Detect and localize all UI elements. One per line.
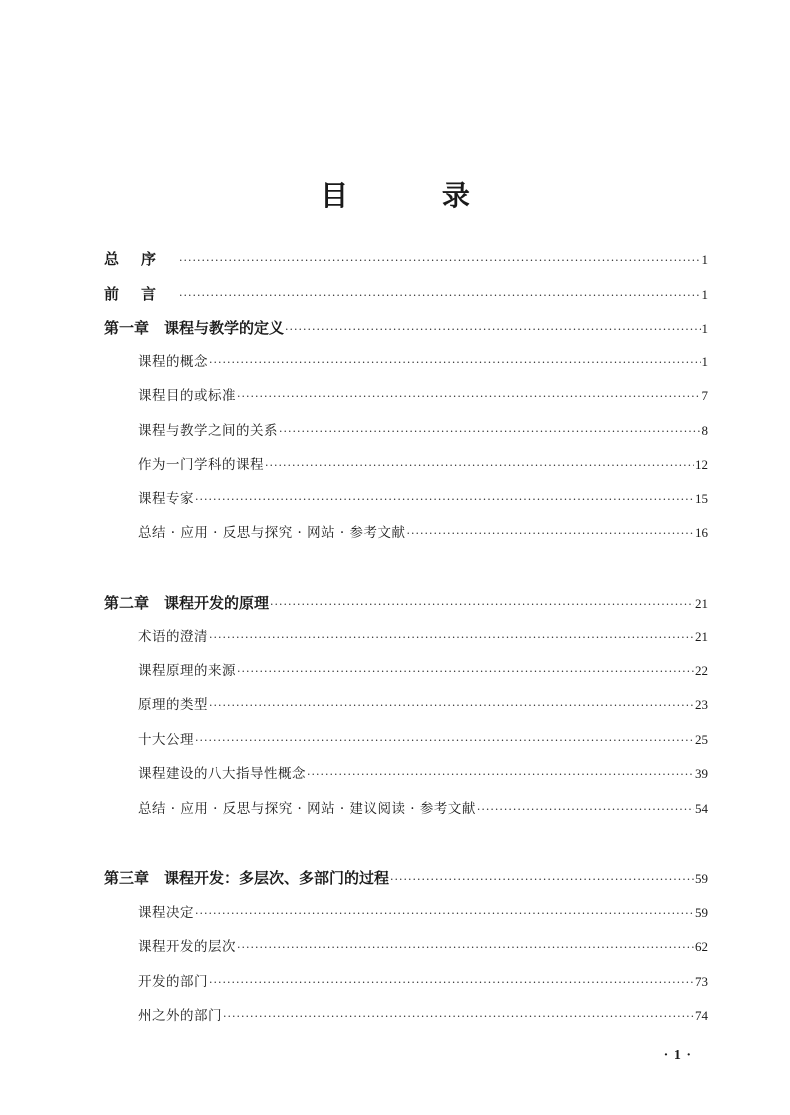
dot-leader <box>195 907 694 920</box>
dot-leader <box>390 873 694 886</box>
toc-entry-label: 课程建设的八大指导性概念 <box>138 766 306 782</box>
toc-entry-page: 73 <box>695 974 708 989</box>
dot-leader <box>209 976 694 989</box>
toc-entry-label: 原理的类型 <box>138 697 208 713</box>
toc-entry-page: 8 <box>701 423 708 438</box>
dot-leader <box>265 459 694 472</box>
toc-entry-page: 39 <box>695 766 708 781</box>
toc-entry-label: 课程的概念 <box>138 354 208 370</box>
dot-leader <box>279 425 701 438</box>
dot-leader <box>237 390 701 403</box>
toc-entry-page: 21 <box>695 629 708 644</box>
toc-entry-page: 23 <box>695 697 708 712</box>
toc-entry-section[interactable] <box>138 935 708 957</box>
toc-entry-label: 第三章 课程开发：多层次、多部门的过程 <box>104 869 390 887</box>
toc-entry-label: 术语的澄清 <box>138 629 208 645</box>
toc-entry-section[interactable] <box>138 797 708 819</box>
toc-entry-page: 74 <box>695 1008 708 1023</box>
dot-leader <box>307 768 694 781</box>
toc-entry-section[interactable] <box>138 384 708 406</box>
toc-entry-page: 12 <box>695 457 708 472</box>
dot-leader <box>477 803 694 816</box>
toc-entry-section[interactable] <box>138 625 708 647</box>
dot-leader <box>209 699 694 712</box>
toc-entry-label: 总结 · 应用 · 反思与探究 · 网站 · 参考文献 <box>138 525 406 541</box>
page-title: 目 录 <box>320 179 512 212</box>
toc-entry-chapter-2[interactable] <box>104 592 708 614</box>
toc-entry-label: 十大公理 <box>138 732 194 748</box>
toc-entry-page: 1 <box>701 252 708 267</box>
dot-leader <box>407 527 695 540</box>
toc-entry-section[interactable] <box>138 970 708 992</box>
dot-leader <box>270 598 694 611</box>
toc-entry-section[interactable] <box>138 901 708 923</box>
toc-entry-label: 总结 · 应用 · 反思与探究 · 网站 · 建议阅读 · 参考文献 <box>138 801 476 817</box>
toc-entry-label: 课程决定 <box>138 905 194 921</box>
toc-entry-page: 1 <box>701 287 708 302</box>
page-number: · 1 · <box>663 1048 692 1063</box>
toc-entry-page: 16 <box>695 525 708 540</box>
toc-entry-page: 21 <box>695 596 708 611</box>
toc-entry-page: 59 <box>695 905 708 920</box>
dot-leader <box>209 356 701 369</box>
toc-entry-label: 总序 <box>104 250 179 268</box>
toc-entry-foreword[interactable] <box>104 283 708 305</box>
toc-entry-page: 62 <box>695 939 708 954</box>
toc-entry-label: 课程专家 <box>138 491 194 507</box>
toc-entry-label: 前言 <box>104 285 179 303</box>
toc-entry-page: 15 <box>695 491 708 506</box>
toc-entry-section[interactable] <box>138 453 708 475</box>
dot-leader <box>209 631 694 644</box>
toc-entry-page: 25 <box>695 732 708 747</box>
toc-entry-label: 课程目的或标准 <box>138 388 236 404</box>
dot-leader <box>195 493 694 506</box>
toc-entry-label: 课程与教学之间的关系 <box>138 423 278 439</box>
dot-leader <box>223 1010 694 1023</box>
toc-entry-section[interactable] <box>138 1004 708 1026</box>
toc-entry-section[interactable] <box>138 419 708 441</box>
toc-entry-label: 课程原理的来源 <box>138 663 236 679</box>
toc-entry-page: 1 <box>701 354 708 369</box>
toc-entry-chapter-3[interactable] <box>104 867 708 889</box>
toc-entry-section[interactable] <box>138 350 708 372</box>
toc-entry-label: 州之外的部门 <box>138 1008 222 1024</box>
toc-entry-section[interactable] <box>138 762 708 784</box>
toc-entry-label: 第二章 课程开发的原理 <box>104 594 270 612</box>
dot-leader <box>237 665 694 678</box>
toc-entry-page: 59 <box>695 871 708 886</box>
toc-entry-section[interactable] <box>138 487 708 509</box>
toc-entry-label: 作为一门学科的课程 <box>138 457 264 473</box>
toc-entry-section[interactable] <box>138 728 708 750</box>
toc-entry-page: 54 <box>695 801 708 816</box>
dot-leader <box>285 323 700 336</box>
toc-entry-label: 课程开发的层次 <box>138 939 236 955</box>
toc-entry-page: 7 <box>701 388 708 403</box>
toc-entry-section[interactable] <box>138 693 708 715</box>
toc-entry-section[interactable] <box>138 659 708 681</box>
dot-leader <box>179 254 700 267</box>
toc-entry-preface-general[interactable] <box>104 248 708 270</box>
dot-leader <box>179 289 700 302</box>
toc-entry-label: 第一章 课程与教学的定义 <box>104 319 285 337</box>
dot-leader <box>237 941 694 954</box>
dot-leader <box>195 734 694 747</box>
toc-entry-page: 22 <box>695 663 708 678</box>
toc-entry-label: 开发的部门 <box>138 974 208 990</box>
toc-entry-chapter-1[interactable] <box>104 317 708 339</box>
toc-entry-page: 1 <box>701 321 708 336</box>
toc-entry-section[interactable] <box>138 521 708 543</box>
